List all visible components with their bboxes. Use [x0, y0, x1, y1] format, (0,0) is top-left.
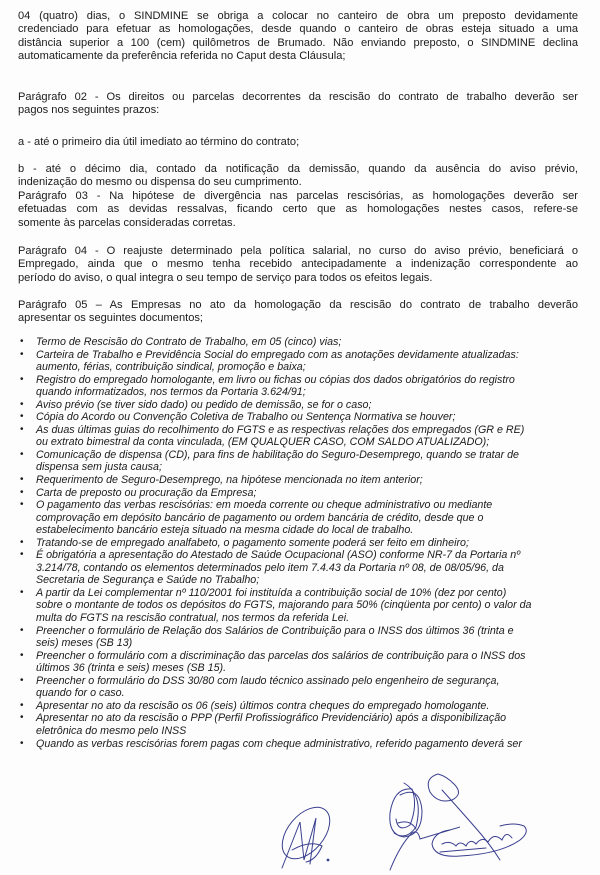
signature-1	[270, 800, 340, 875]
list-item: • As duas últimas guias do recolhimento do FGTS e as respectivas relações dos empregados (GR e RE) ou extrato bimestral da conta vinculada, (EM QUALQUER CASO, COM SALDO ATUALIZADO);	[18, 424, 578, 449]
list-item: • Termo de Rescisão do Contrato de Trabalho, em 05 (cinco) vias;	[18, 336, 578, 349]
intro-paragraph: 04 (quatro) dias, o SINDMINE se obriga a colocar no canteiro de obra um preposto devidamente credenciado para efetuar as homologações, desde quando o canteiro de obras esteja situado a uma distância superior a 100 (cem) quilômetros de Brumado. Não enviando preposto, o SINDMINE declina automaticamente da preferência referida no Caput desta Cláusula;	[18, 10, 578, 63]
list-item: • Cópia do Acordo ou Convenção Coletiva de Trabalho ou Sentença Normativa se houver;	[18, 411, 578, 424]
list-item: • Registro do empregado homologante, em livro ou fichas ou cópias dos dados obrigatórios do registro quando informatizados, nos termos da Portaria 3.624/91;	[18, 374, 578, 399]
list-item: • Preencher o formulário do DSS 30/80 com laudo técnico assinado pelo engenheiro de segurança, quando for o caso.	[18, 675, 578, 700]
list-item: • Apresentar no ato da rescisão os 06 (seis) últimos contra cheques do empregado homologante.	[18, 700, 578, 713]
signature-3	[420, 770, 550, 870]
list-item: • Quando as verbas rescisórias forem pagas com cheque administrativo, referido pagamento deverá ser	[18, 738, 578, 751]
list-item: • Preencher o formulário com a discriminação das parcelas dos salários de contribuição para o INSS dos últimos 36 (trinta e seis) meses (SB 15).	[18, 650, 578, 675]
list-item: • O pagamento das verbas rescisórias: em moeda corrente ou cheque administrativo ou mediante comprovação em depósito bancário de pagamento ou ordem bancária de crédito, desde que o estabelecimento bancário esteja situado na mesma cidade do local de trabalho.	[18, 499, 578, 537]
documentos-list	[18, 336, 578, 750]
item-b: b - até o décimo dia, contado da notificação da demissão, quando da ausência do aviso prévio, indenização do mesmo ou dispensa do seu cumprimento.	[18, 163, 578, 189]
list-item: • Carteira de Trabalho e Previdência Social do empregado com as anotações devidamente atualizadas: aumento, férias, contribuição sindical, promoção e baixa;	[18, 349, 578, 374]
paragrafo-02: Parágrafo 02 - Os direitos ou parcelas decorrentes da rescisão do contrato de trabalho deverão ser pagos nos seguintes prazos:	[18, 91, 578, 117]
list-item: • Preencher o formulário de Relação dos Salários de Contribuição para o INSS dos últimos 36 (trinta e seis) meses (SB 13)	[18, 625, 578, 650]
item-a: a - até o primeiro dia útil imediato ao término do contrato;	[18, 136, 300, 148]
list-item: • Carta de preposto ou procuração da Empresa;	[18, 487, 578, 500]
list-item: • Comunicação de dispensa (CD), para fins de habilitação do Seguro-Desemprego, quando se tratar de dispensa sem justa causa;	[18, 449, 578, 474]
list-item: • Apresentar no ato da rescisão o PPP (Perfil Profissiográfico Previdenciário) após a disponibilização eletrônica do mesmo pelo INSS	[18, 712, 578, 737]
list-item: • Aviso prévio (se tiver sido dado) ou pedido de demissão, se for o caso;	[18, 399, 578, 412]
list-item: • Requerimento de Seguro-Desemprego, na hipótese mencionada no item anterior;	[18, 474, 578, 487]
list-item: • A partir da Lei complementar nº 110/2001 foi instituída a contribuição social de 10% (dez por cento) sobre o montante de todos os depósitos do FGTS, majorando para 50% (cinqüenta por cento) o valor da multa do FGTS na rescisão contratual, nos termos da referida Lei.	[18, 587, 578, 625]
paragrafo-05: Parágrafo 05 – As Empresas no ato da homologação da rescisão do contrato de trabalho deverão apresentar os seguintes documentos;	[18, 299, 578, 325]
list-item: • Tratando-se de empregado analfabeto, o pagamento somente poderá ser feito em dinheiro;	[18, 537, 578, 550]
list-item: • É obrigatória a apresentação do Atestado de Saúde Ocupacional (ASO) conforme NR-7 da Portaria nº 3.214/78, contando os elementos determinados pelo item 7.4.43 da Portaria nº 08, de 08/05/96, da Secretaria de Segurança e Saúde no Trabalho;	[18, 549, 578, 587]
paragrafo-03: Parágrafo 03 - Na hipótese de divergência nas parcelas rescisórias, as homologações deverão ser efetuadas com as devidas ressalvas, ficando certo que as homologações nestes casos, refere-se somente às parcelas consideradas corretas.	[18, 190, 578, 229]
paragrafo-04: Parágrafo 04 - O reajuste determinado pela política salarial, no curso do aviso prévio, beneficiará o Empregado, ainda que o mesmo tenha recebido antecipadamente a indenização correspondente ao período do aviso, o qual integra o seu tempo de serviço para todos os efeitos legais.	[18, 245, 578, 284]
